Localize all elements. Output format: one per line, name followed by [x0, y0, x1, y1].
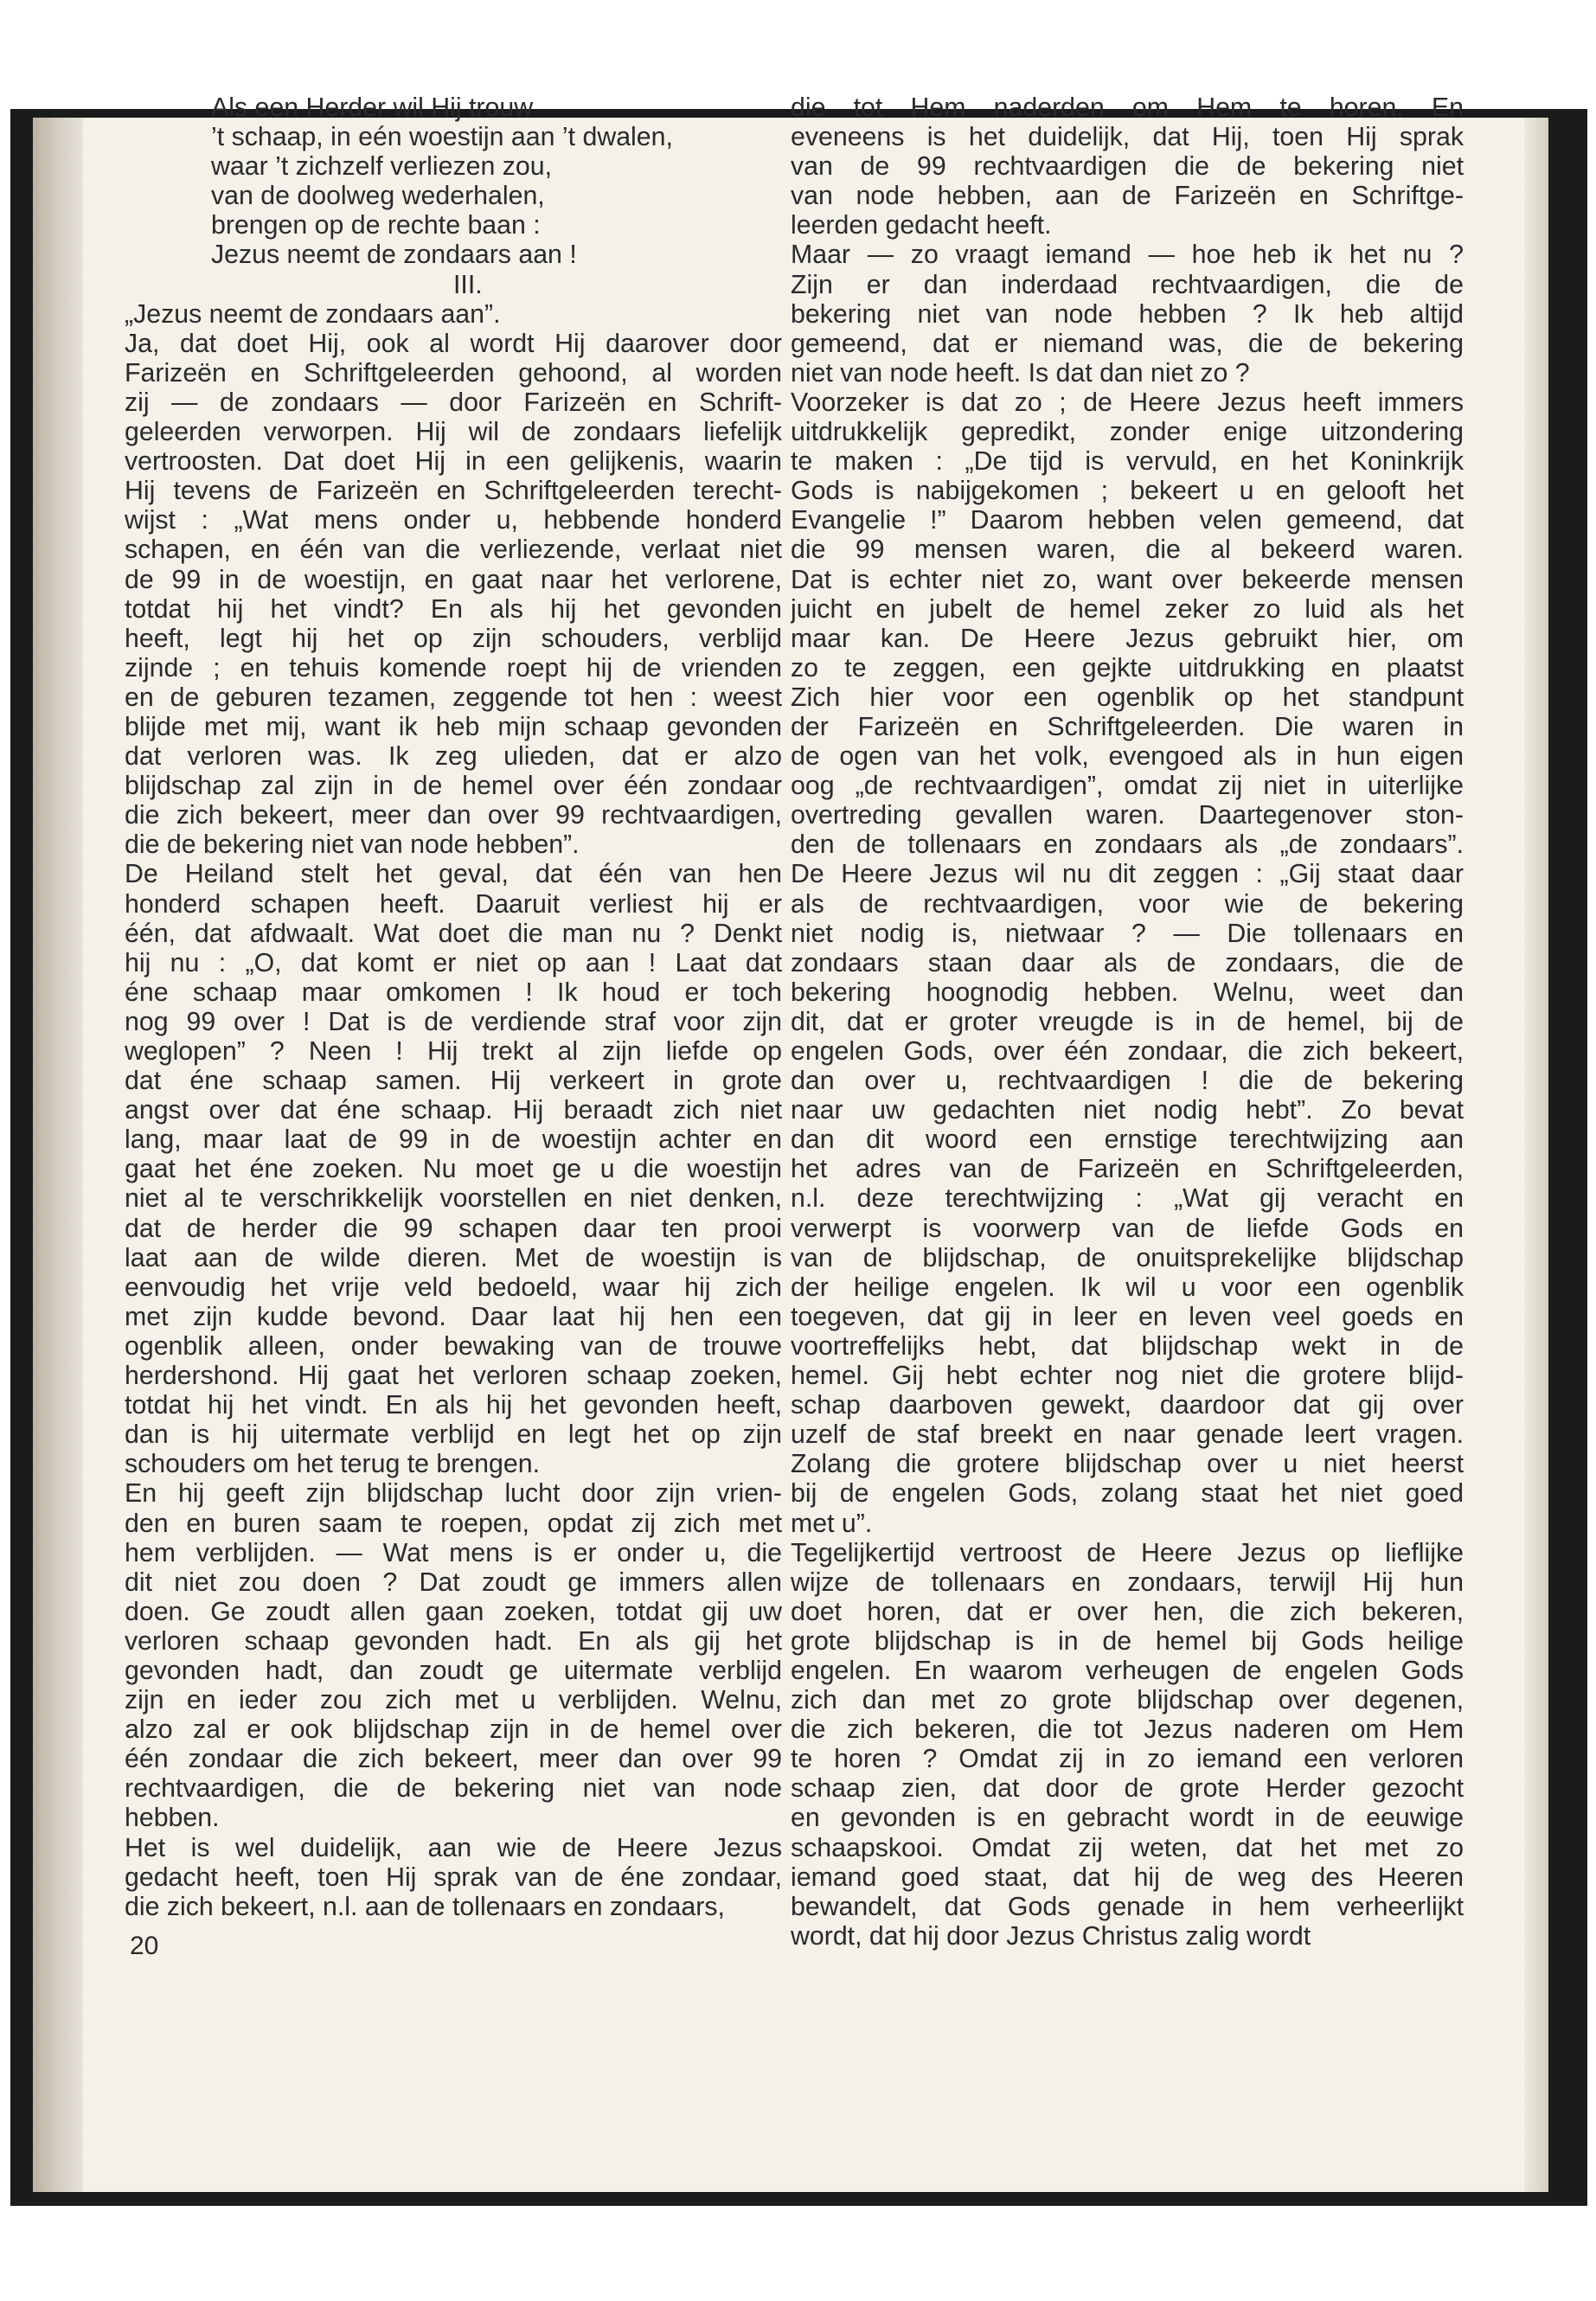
text-line: met zijn kudde bevond. Daar laat hij hen een: [125, 1302, 782, 1331]
text-line: Ja, dat doet Hij, ook al wordt Hij daarover door: [125, 329, 782, 358]
text-line: gevonden hadt, dan zoudt ge uitermate verblijd: [125, 1656, 782, 1685]
text-line: en gevonden is en gebracht wordt in de eeuwige: [791, 1804, 1464, 1833]
left-column: [125, 93, 782, 1922]
text-line: bewandelt, dat Gods genade in hem verheerlijkt: [791, 1892, 1464, 1921]
text-line: zich dan met zo grote blijdschap over degenen,: [791, 1686, 1464, 1715]
text-line: iemand goed staat, dat hij de weg des Heeren: [791, 1862, 1464, 1892]
text-line: zondaars staan daar als de zondaars, die de: [791, 948, 1464, 977]
text-line: vertroosten. Dat doet Hij in een gelijkenis, waarin: [125, 447, 782, 477]
text-line: totdat hij het vindt. En als hij het gevonden heeft,: [125, 1391, 782, 1420]
text-line: niet al te verschrikkelijk voorstellen en niet denken,: [125, 1184, 782, 1214]
text-line: De Heiland stelt het geval, dat één van hen: [125, 860, 782, 889]
page-edge: [1524, 118, 1548, 2192]
text-line: n.l. deze terechtwijzing : „Wat gij veracht en: [791, 1184, 1464, 1214]
text-line: hem verblijden. — Wat mens is er onder u, die: [125, 1538, 782, 1567]
text-line: die 99 mensen waren, die al bekeerd waren.: [791, 535, 1464, 565]
text-line: den de tollenaars en zondaars als „de zondaars”.: [791, 830, 1464, 860]
text-line: gedacht heeft, toen Hij sprak van de éne zondaar,: [125, 1862, 782, 1892]
text-line: nog 99 over ! Dat is de verdiende straf voor zijn: [125, 1007, 782, 1036]
text-line: Het is wel duidelijk, aan wie de Heere Jezus: [125, 1833, 782, 1862]
text-line: weglopen” ? Neen ! Hij trekt al zijn liefde op: [125, 1037, 782, 1066]
text-line: het adres van de Farizeën en Schriftgeleerden,: [791, 1155, 1464, 1184]
poem-line: ’t schaap, in eén woestijn aan ’t dwalen,: [211, 123, 673, 152]
text-line: „Jezus neemt de zondaars aan”.: [125, 299, 501, 329]
text-line: naar uw gedachten niet nodig hebt”. Zo bevat: [791, 1096, 1464, 1125]
text-line: schaapskooi. Omdat zij weten, dat het met zo: [791, 1833, 1464, 1862]
text-line: heeft, legt hij het op zijn schouders, verblijd: [125, 624, 782, 653]
text-line: Zich hier voor een ogenblik op het standpunt: [791, 683, 1464, 712]
text-line: herdershond. Hij gaat het verloren schaap zoeken,: [125, 1362, 782, 1391]
text-line: geleerden verworpen. Hij wil de zondaars liefelijk: [125, 418, 782, 447]
text-line: hij nu : „O, dat komt er niet op aan ! Laat dat: [125, 948, 782, 977]
text-line: die de bekering niet van node hebben”.: [125, 830, 580, 860]
text-line: dat verloren was. Ik zeg ulieden, dat er alzo: [125, 742, 782, 772]
text-line: Maar — zo vraagt iemand — hoe heb ik het nu ?: [791, 240, 1464, 270]
text-line: dan dit woord een ernstige terechtwijzing aan: [791, 1125, 1464, 1155]
text-line: de 99 in de woestijn, en gaat naar het verlorene,: [125, 565, 782, 594]
text-line: doen. Ge zoudt allen gaan zoeken, totdat gij uw: [125, 1597, 782, 1626]
poem-line: brengen op de rechte baan :: [211, 211, 541, 240]
left-body-text: [125, 300, 782, 1922]
text-line: zo te zeggen, een gejkte uitdrukking en plaatst: [791, 653, 1464, 683]
text-line: Hij tevens de Farizeën en Schriftgeleerden terecht-: [125, 477, 782, 506]
right-column: [791, 93, 1464, 1952]
section-heading: III.: [453, 270, 483, 299]
text-line: den en buren saam te roepen, opdat zij zich met: [125, 1509, 782, 1538]
text-line: dan is hij uitermate verblijd en legt het op zijn: [125, 1420, 782, 1450]
text-line: toegeven, dat gij in leer en leven veel goeds en: [791, 1302, 1464, 1331]
text-line: te maken : „De tijd is vervuld, en het Koninkrijk: [791, 447, 1464, 477]
text-line: voortreffelijks hebt, dat blijdschap wekt in de: [791, 1331, 1464, 1361]
text-line: gemeend, dat er niemand was, die de bekering: [791, 329, 1464, 358]
text-line: der heilige engelen. Ik wil u voor een ogenblik: [791, 1272, 1464, 1302]
text-line: bekering niet van node hebben ? Ik heb altijd: [791, 299, 1464, 329]
text-line: juicht en jubelt de hemel zeker zo luid als het: [791, 594, 1464, 624]
text-line: van node hebben, aan de Farizeën en Schriftge-: [791, 182, 1464, 211]
text-line: engelen Gods, over één zondaar, die zich bekeert,: [791, 1037, 1464, 1066]
text-line: honderd schapen heeft. Daaruit verliest hij er: [125, 889, 782, 919]
text-line: die tot Hem naderden om Hem te horen. En: [791, 93, 1464, 122]
text-line: die zich bekeert, n.l. aan de tollenaars en zondaars,: [125, 1892, 725, 1921]
poem-line: van de doolweg wederhalen,: [211, 182, 545, 211]
text-line: van de blijdschap, de onuitsprekelijke blijdschap: [791, 1243, 1464, 1272]
text-line: engelen. En waarom verheugen de engelen Gods: [791, 1656, 1464, 1685]
text-line: hemel. Gij hebt echter nog niet die grotere blijd-: [791, 1362, 1464, 1391]
text-line: verloren schaap gevonden hadt. En als gij het: [125, 1626, 782, 1656]
text-line: angst over dat éne schaap. Hij beraadt zich niet: [125, 1096, 782, 1125]
text-line: laat aan de wilde dieren. Met de woestijn is: [125, 1243, 782, 1272]
text-line: schapen, en één van die verliezende, verlaat niet: [125, 535, 782, 565]
text-line: grote blijdschap is in de hemel bij Gods heilige: [791, 1626, 1464, 1656]
text-line: schouders om het terug te brengen.: [125, 1450, 541, 1479]
text-line: dit niet zou doen ? Dat zoudt ge immers allen: [125, 1567, 782, 1597]
text-line: niet van node heeft. Is dat dan niet zo ?: [791, 358, 1250, 388]
text-line: dat éne schaap samen. Hij verkeert in grote: [125, 1067, 782, 1096]
text-line: eveneens is het duidelijk, dat Hij, toen Hij sprak: [791, 123, 1464, 152]
text-line: wijze de tollenaars en zondaars, terwijl Hij hun: [791, 1567, 1464, 1597]
text-line: hebben.: [125, 1804, 220, 1833]
text-line: met u”.: [791, 1509, 873, 1538]
text-line: bekering hoognodig hebben. Welnu, weet dan: [791, 977, 1464, 1007]
text-line: zijn en ieder zou zich met u verblijden. Welnu,: [125, 1686, 782, 1715]
text-line: éne schaap maar omkomen ! Ik houd er toch: [125, 977, 782, 1007]
text-line: blijdschap zal zijn in de hemel over één zondaar: [125, 772, 782, 801]
text-line: dit, dat er groter vreugde is in de hemel, bij de: [791, 1007, 1464, 1036]
text-line: verwerpt is voorwerp van de liefde Gods en: [791, 1214, 1464, 1243]
text-line: één zondaar die zich bekeert, meer dan over 99: [125, 1745, 782, 1774]
text-line: leerden gedacht heeft.: [791, 211, 1052, 240]
text-line: en de geburen tezamen, zeggende tot hen : weest: [125, 683, 782, 712]
text-line: De Heere Jezus wil nu dit zeggen : „Gij staat daar: [791, 860, 1464, 889]
text-line: zij — de zondaars — door Farizeën en Schrift-: [125, 388, 782, 417]
text-line: eenvoudig het vrije veld bedoeld, waar hij zich: [125, 1272, 782, 1302]
page-number: 20: [130, 1932, 159, 1960]
text-line: wordt, dat hij door Jezus Christus zalig wordt: [791, 1921, 1311, 1951]
text-line: te horen ? Omdat zij in zo iemand een verloren: [791, 1745, 1464, 1774]
text-line: wijst : „Wat mens onder u, hebbende honderd: [125, 506, 782, 535]
text-line: lang, maar laat de 99 in de woestijn achter en: [125, 1125, 782, 1155]
page-gutter: [33, 118, 83, 2192]
text-line: oog „de rechtvaardigen”, omdat zij niet in uiterlijke: [791, 772, 1464, 801]
text-line: Evangelie !” Daarom hebben velen gemeend, dat: [791, 506, 1464, 535]
text-line: Gods is nabijgekomen ; bekeert u en gelooft het: [791, 477, 1464, 506]
text-line: blijde met mij, want ik heb mijn schaap gevonden: [125, 712, 782, 741]
text-line: dan over u, rechtvaardigen ! die de bekering: [791, 1067, 1464, 1096]
text-line: alzo zal er ook blijdschap zijn in de hemel over: [125, 1715, 782, 1745]
text-line: totdat hij het vindt? En als hij het gevonden: [125, 594, 782, 624]
text-line: zijnde ; en tehuis komende roept hij de vrienden: [125, 653, 782, 683]
poem-line: Jezus neemt de zondaars aan !: [211, 240, 577, 270]
text-line: als de rechtvaardigen, voor wie de bekering: [791, 889, 1464, 919]
right-body-text: [791, 93, 1464, 1952]
text-line: uitdrukkelijk gepredikt, zonder enige uitzondering: [791, 418, 1464, 447]
text-line: ogenblik alleen, onder bewaking van de trouwe: [125, 1331, 782, 1361]
text-line: niet nodig is, nietwaar ? — Die tollenaars en: [791, 919, 1464, 948]
text-line: Farizeën en Schriftgeleerden gehoond, al worden: [125, 358, 782, 388]
text-line: Zijn er dan inderdaad rechtvaardigen, die de: [791, 270, 1464, 299]
text-line: Tegelijkertijd vertroost de Heere Jezus op lieflijke: [791, 1538, 1464, 1567]
text-line: En hij geeft zijn blijdschap lucht door zijn vrien-: [125, 1479, 782, 1509]
text-line: gaat het éne zoeken. Nu moet ge u die woestijn: [125, 1155, 782, 1184]
text-line: Zolang die grotere blijdschap over u niet heerst: [791, 1450, 1464, 1479]
text-line: de ogen van het volk, evengoed als in hun eigen: [791, 742, 1464, 772]
text-line: die zich bekeert, meer dan over 99 rechtvaardigen,: [125, 801, 782, 830]
text-line: dat de herder die 99 schapen daar ten prooi: [125, 1214, 782, 1243]
text-line: Voorzeker is dat zo ; de Heere Jezus heeft immers: [791, 388, 1464, 417]
text-line: één, dat afdwaalt. Wat doet die man nu ? Denkt: [125, 919, 782, 948]
text-line: bij de engelen Gods, zolang staat het niet goed: [791, 1479, 1464, 1509]
text-line: schap daarboven gewekt, daardoor dat gij over: [791, 1391, 1464, 1420]
text-line: uzelf de staf breekt en naar genade leert vragen.: [791, 1420, 1464, 1450]
poem-line: Als een Herder wil Hij trouw: [211, 93, 534, 122]
text-line: der Farizeën en Schriftgeleerden. Die waren in: [791, 712, 1464, 741]
text-line: Dat is echter niet zo, want over bekeerde mensen: [791, 565, 1464, 594]
poem-line: waar ’t zichzelf verliezen zou,: [211, 152, 553, 182]
poem: [125, 93, 782, 271]
text-line: van de 99 rechtvaardigen die de bekering niet: [791, 152, 1464, 182]
text-line: doet horen, dat er over hen, die zich bekeren,: [791, 1597, 1464, 1626]
text-line: rechtvaardigen, die de bekering niet van node: [125, 1774, 782, 1804]
text-line: schaap zien, dat door de grote Herder gezocht: [791, 1774, 1464, 1804]
text-line: die zich bekeren, die tot Jezus naderen om Hem: [791, 1715, 1464, 1745]
text-line: maar kan. De Heere Jezus gebruikt hier, om: [791, 624, 1464, 653]
text-line: overtreding gevallen waren. Daartegenover ston-: [791, 801, 1464, 830]
